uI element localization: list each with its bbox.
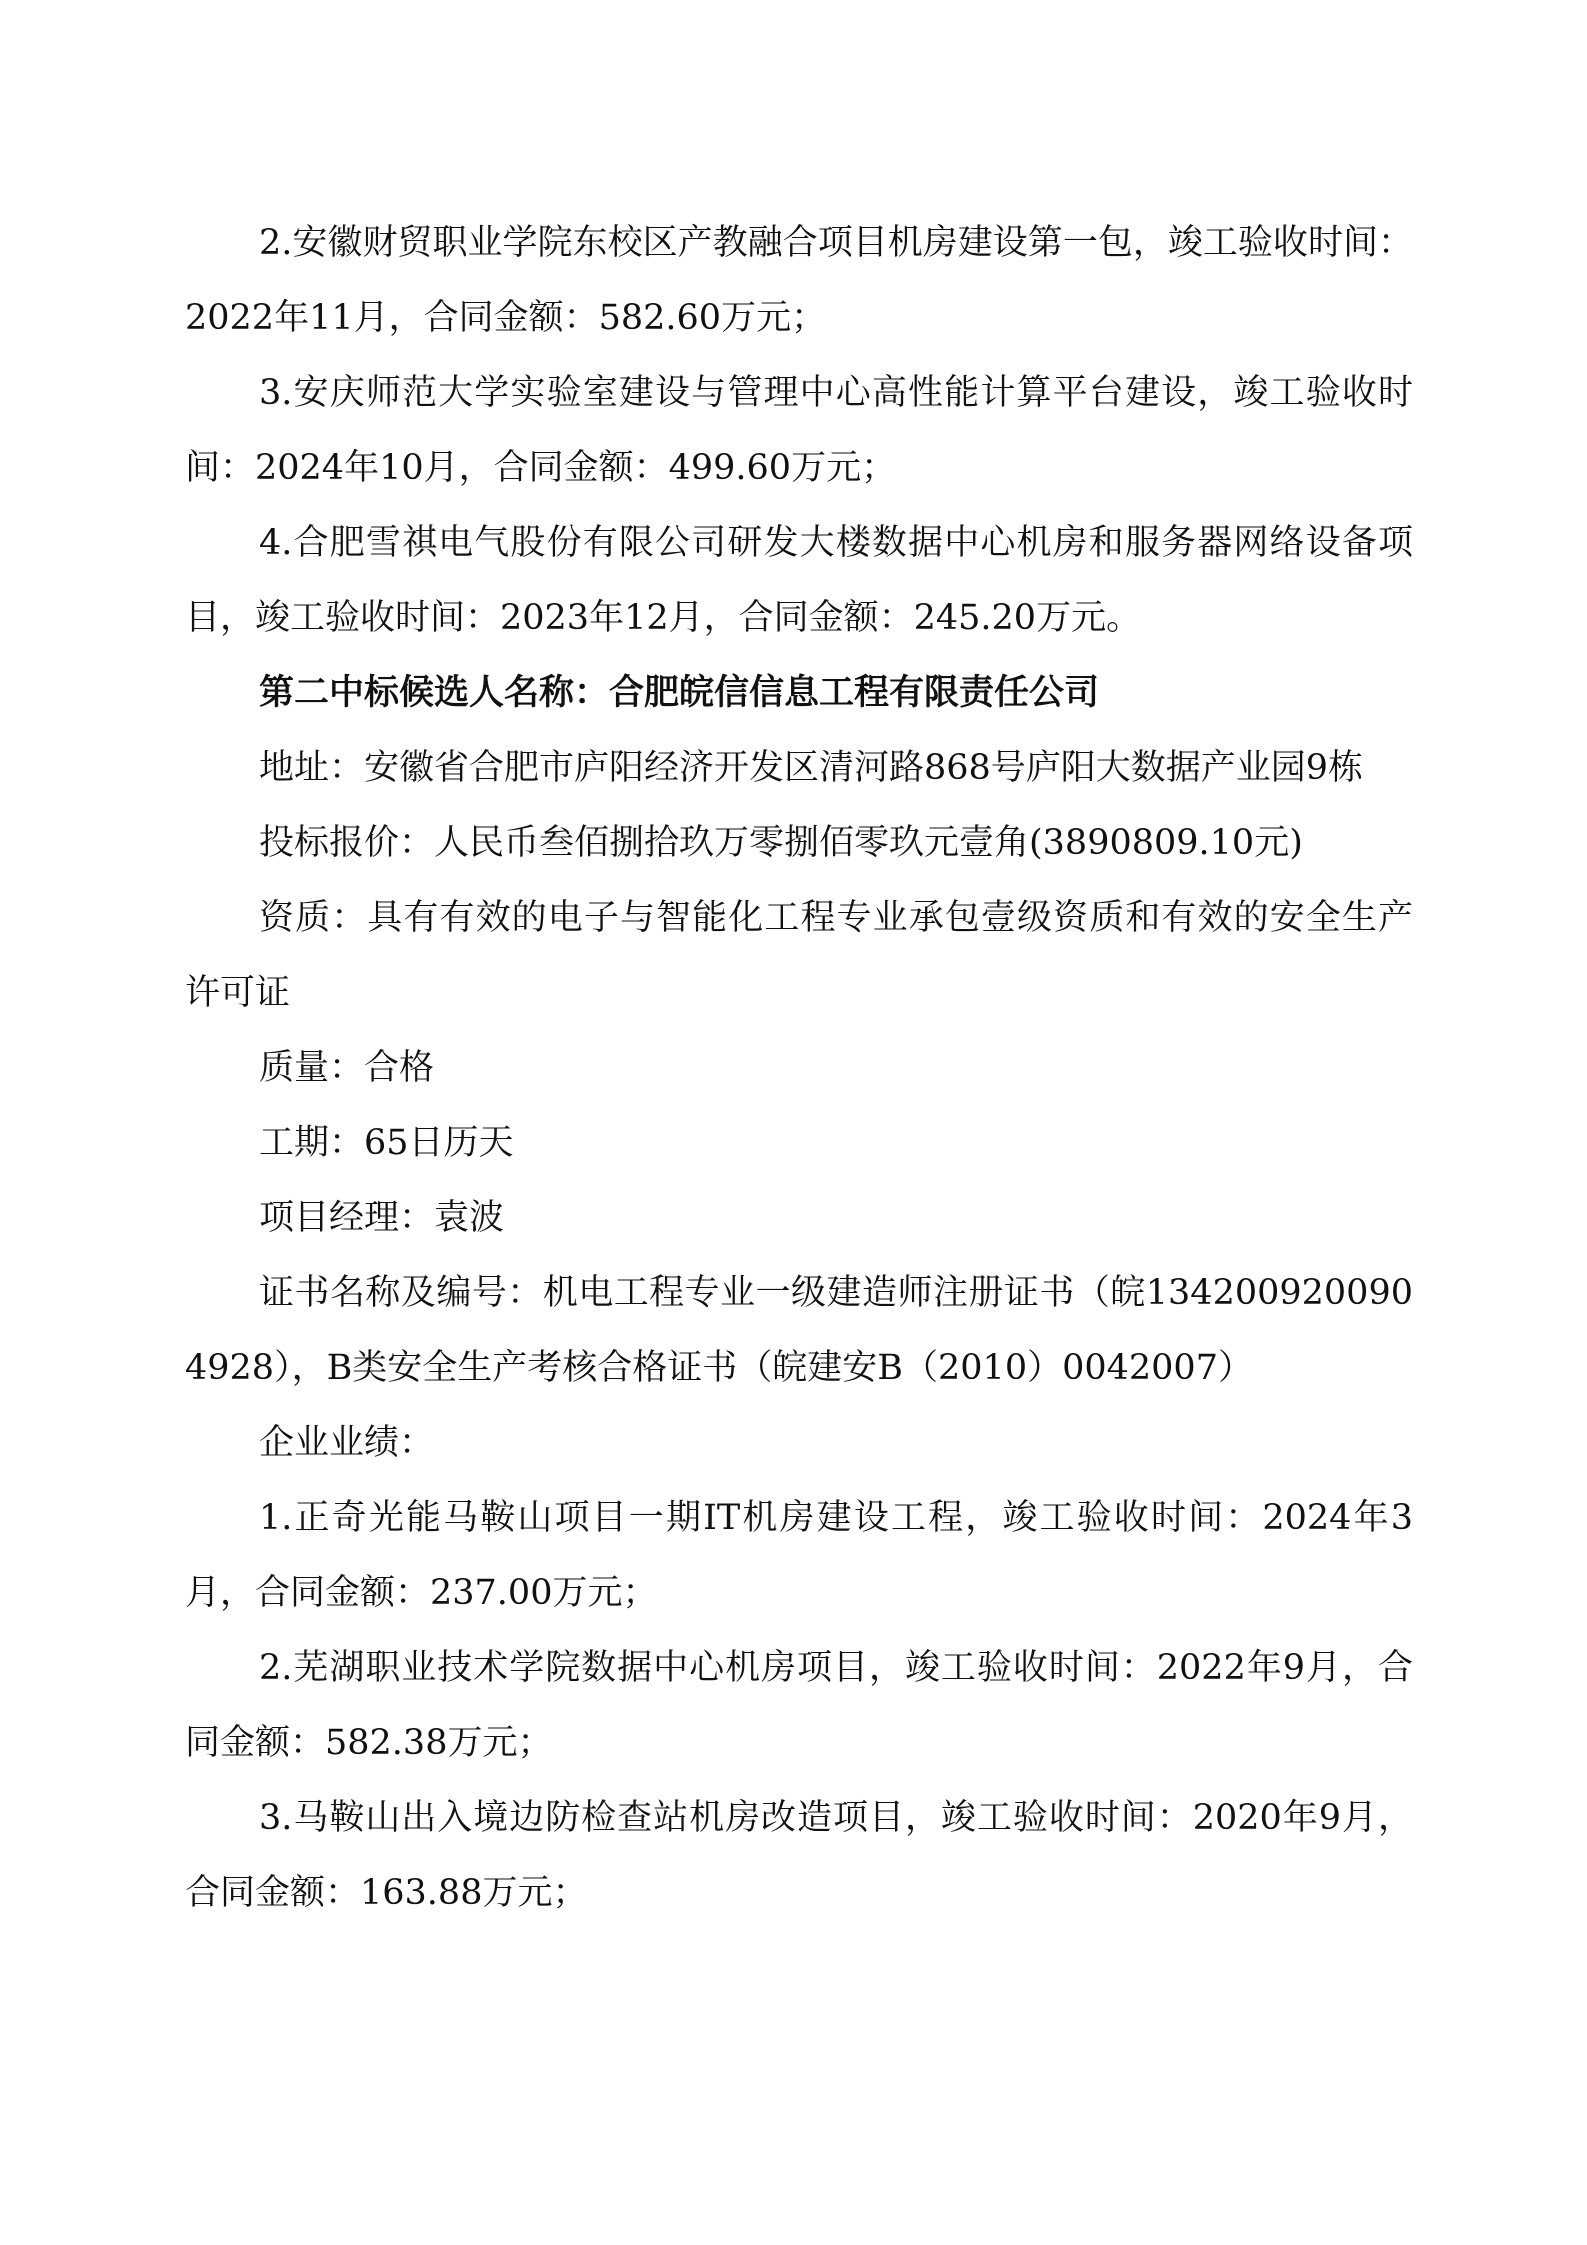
certificate-line: 证书名称及编号：机电工程专业一级建造师注册证书（皖134200920090 4928），B类安全生产考核合格证书（皖建安B（2010）0042007）: [185, 1273, 1413, 1388]
performance-item-3-first-candidate: 3.安庆师范大学实验室建设与管理中心高性能计算平台建设，竣工验收时间：2024年10月，合同金额：499.60万元；: [185, 373, 1413, 488]
second-candidate-heading: 第二中标候选人名称：合肥皖信信息工程有限责任公司: [259, 673, 1100, 713]
bid-price-line: 投标报价：人民币叁佰捌拾玖万零捌佰零玖元壹角(3890809.10元): [259, 823, 1303, 863]
performance-item-2-first-candidate: 2.安徽财贸职业学院东校区产教融合项目机房建设第一包，竣工验收时间：2022年11月，合同金额：582.60万元；: [185, 223, 1413, 338]
quality-line: 质量：合格: [259, 1048, 435, 1088]
address-line: 地址：安徽省合肥市庐阳经济开发区清河路868号庐阳大数据产业园9栋: [259, 748, 1364, 788]
document-page: [185, 206, 1413, 1931]
qualification-line: 资质：具有有效的电子与智能化工程专业承包壹级资质和有效的安全生产许可证: [185, 898, 1413, 1013]
performance-item-4-first-candidate: 4.合肥雪祺电气股份有限公司研发大楼数据中心机房和服务器网络设备项目，竣工验收时间：2023年12月，合同金额：245.20万元。: [185, 523, 1413, 638]
performance-item-1: 1.正奇光能马鞍山项目一期IT机房建设工程，竣工验收时间：2024年3月，合同金额：237.00万元；: [185, 1498, 1413, 1613]
performance-heading: 企业业绩：: [259, 1423, 435, 1463]
performance-item-2: 2.芜湖职业技术学院数据中心机房项目，竣工验收时间：2022年9月，合同金额：582.38万元；: [185, 1648, 1413, 1763]
project-manager-line: 项目经理：袁波: [259, 1198, 505, 1238]
duration-line: 工期：65日历天: [259, 1123, 514, 1163]
performance-item-3: 3.马鞍山出入境边防检查站机房改造项目，竣工验收时间：2020年9月，合同金额：163.88万元；: [185, 1798, 1413, 1913]
